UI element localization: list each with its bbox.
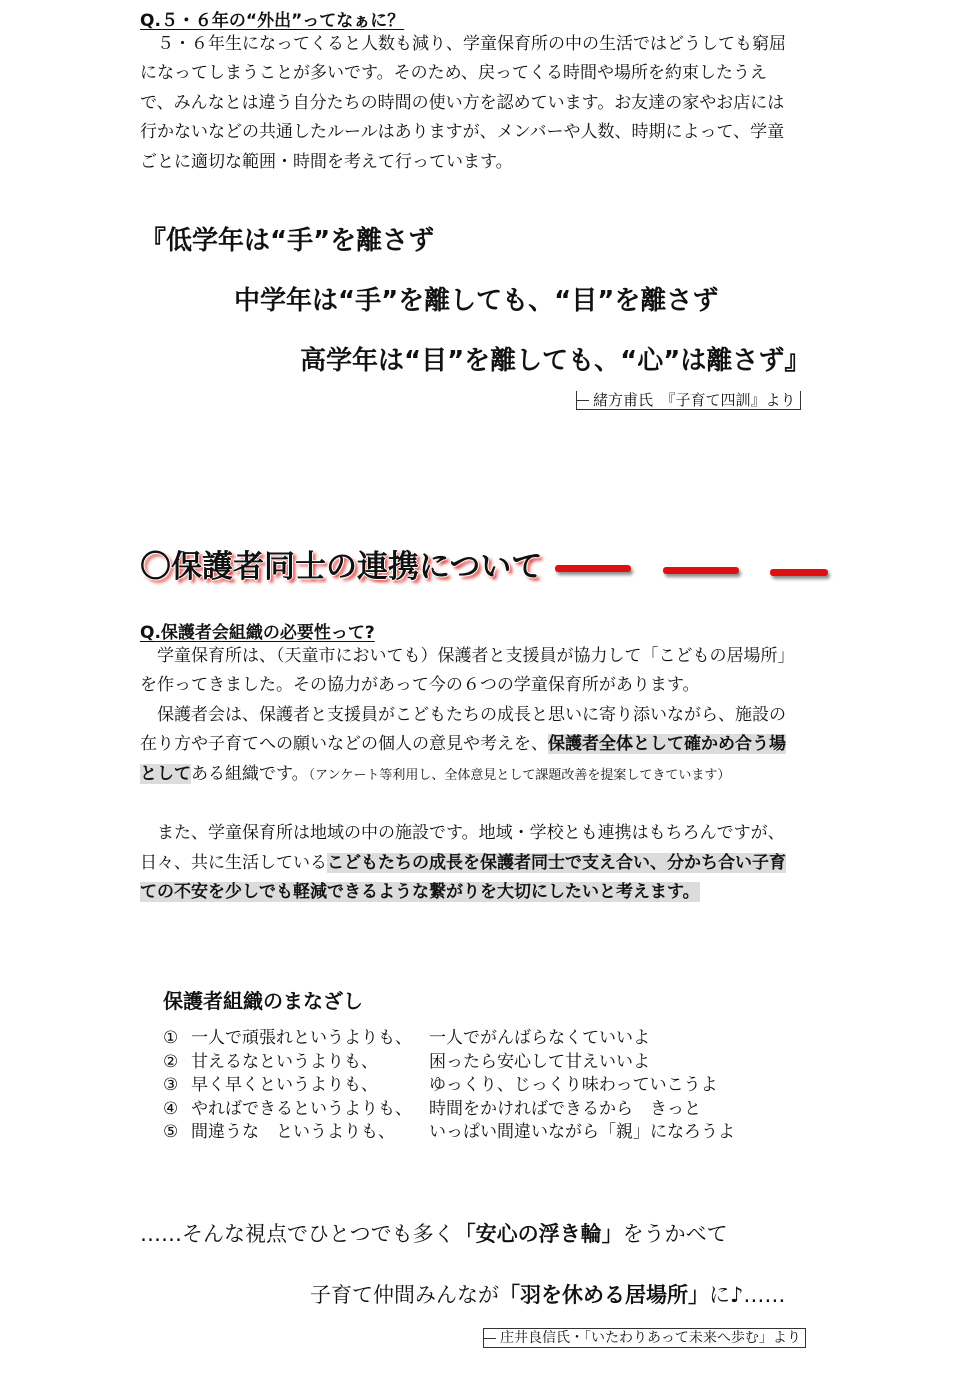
list-item (163, 1098, 735, 1122)
list-item (163, 1121, 735, 1145)
q1-body-line: になってしまうことが多いです。そのため、戻ってくる時間や場所を約束したうえ (140, 63, 767, 84)
closing-text: 子育て仲間みんなが (310, 1283, 499, 1307)
quote-line-2: 中学年は“手”を離しても、“目”を離さず (234, 286, 719, 316)
q2-line: 保護者会は、保護者と支援員がこどもたちの成長と思いに寄り添いながら、施設の (140, 704, 786, 725)
item-number: ④ (163, 1098, 179, 1119)
highlighted-text: ての不安を少しでも軽減できるような繋がりを大切にしたいと考えます。 (140, 882, 700, 903)
item-number: ② (163, 1051, 179, 1072)
red-dash-decoration (770, 569, 828, 576)
q2-text: ある組織です。 (191, 763, 309, 784)
item-left: 早く早くというよりも、 (191, 1075, 378, 1095)
red-dash-decoration (663, 567, 739, 574)
item-number: ① (163, 1028, 179, 1048)
item-right: 時間をかければできるから きっと (429, 1098, 701, 1119)
item-left: 間違うな というよりも、 (191, 1122, 395, 1142)
section-heading: 〇保護者同士の連携について (140, 549, 543, 585)
item-left: やればできるというよりも、 (191, 1098, 412, 1119)
q2-line (140, 849, 840, 878)
item-right: 一人でがんばらなくていいよ (429, 1028, 650, 1048)
item-left: 一人で頑張れというよりも、 (191, 1028, 412, 1048)
q2-note: （アンケート等利用し、全体意見として課題改善を提案してきています） (308, 767, 731, 783)
red-dash-decoration (555, 565, 631, 572)
list-item (163, 1027, 735, 1051)
item-number: ③ (163, 1075, 179, 1095)
highlighted-text: として (140, 763, 191, 784)
closing-emphasis: 「安心の浮き輪」 (454, 1222, 623, 1246)
item-right: ゆっくり、じっくり味わっていこうよ (429, 1075, 718, 1095)
list-item (163, 1051, 735, 1075)
item-left: 甘えるなというよりも、 (191, 1051, 378, 1072)
q2-text: 在り方や子育てへの願いなどの個人の意見や考えを、 (140, 734, 548, 755)
views-list (163, 1027, 735, 1145)
closing-line-2 (310, 1279, 785, 1309)
item-right: いっぱい間違いながら「親」になろうよ (429, 1122, 735, 1142)
q2-title: Q.保護者会組織の必要性って? (140, 623, 375, 643)
blank-line (140, 790, 840, 819)
q1-body (140, 30, 840, 177)
q2-body (140, 642, 840, 908)
closing-emphasis: 「羽を休める居場所」 (499, 1283, 709, 1307)
closing-text: をうかべて (622, 1222, 728, 1246)
views-heading: 保護者組織のまなざし (163, 989, 363, 1013)
q1-body-line: ごとに適切な範囲・時間を考えて行っています。 (140, 151, 513, 172)
q2-line: 学童保育所は、（天童市においても）保護者と支援員が協力して「こどもの居場所」 (140, 646, 795, 666)
closing-text: ……そんな視点でひとつでも多く (140, 1222, 455, 1246)
quote-line-1: 『低学年は“手”を離さず (140, 226, 435, 256)
q1-body-line: で、みんなとは違う自分たちの時間の使い方を認めています。お友達の家やお店には (140, 92, 785, 113)
q1-body-line: ５・６年生になってくると人数も減り、学童保育所の中の生活ではどうしても窮屈 (140, 34, 786, 54)
list-item (163, 1074, 735, 1098)
q1-title: Q.５・６年の“外出”ってなぁに？ (140, 11, 405, 31)
item-right: 困ったら安心して甘えいいよ (429, 1051, 650, 1072)
q2-line: を作ってきました。その協力があって今の６つの学童保育所があります。 (140, 675, 700, 696)
q1-body-line: 行かないなどの共通したルールはありますが、メンバーや人数、時期によって、学童 (140, 122, 785, 143)
closing-line-1 (140, 1218, 728, 1248)
quote-citation: 緒方甫氏 『子育て四訓』より (576, 391, 801, 410)
q2-text: 日々、共に生活している (140, 852, 327, 873)
q2-line (140, 730, 840, 759)
closing-text: に♪…… (709, 1283, 786, 1307)
highlighted-text: こどもたちの成長を保護者同士で支え合い、分かち合い子育 (327, 852, 786, 873)
highlighted-text: 保護者全体として確かめ合う場 (548, 734, 786, 755)
item-number: ⑤ (163, 1122, 179, 1142)
q2-line: また、学童保育所は地域の中の施設です。地域・学校とも連携はもちろんですが、 (140, 823, 785, 844)
q2-line (140, 760, 840, 790)
quote-line-3: 高学年は“目”を離しても、“心”は離さず』 (300, 346, 811, 376)
q2-line (140, 878, 840, 907)
closing-citation: 庄井良信氏・「いたわりあって未来へ歩む」より (483, 1328, 806, 1348)
